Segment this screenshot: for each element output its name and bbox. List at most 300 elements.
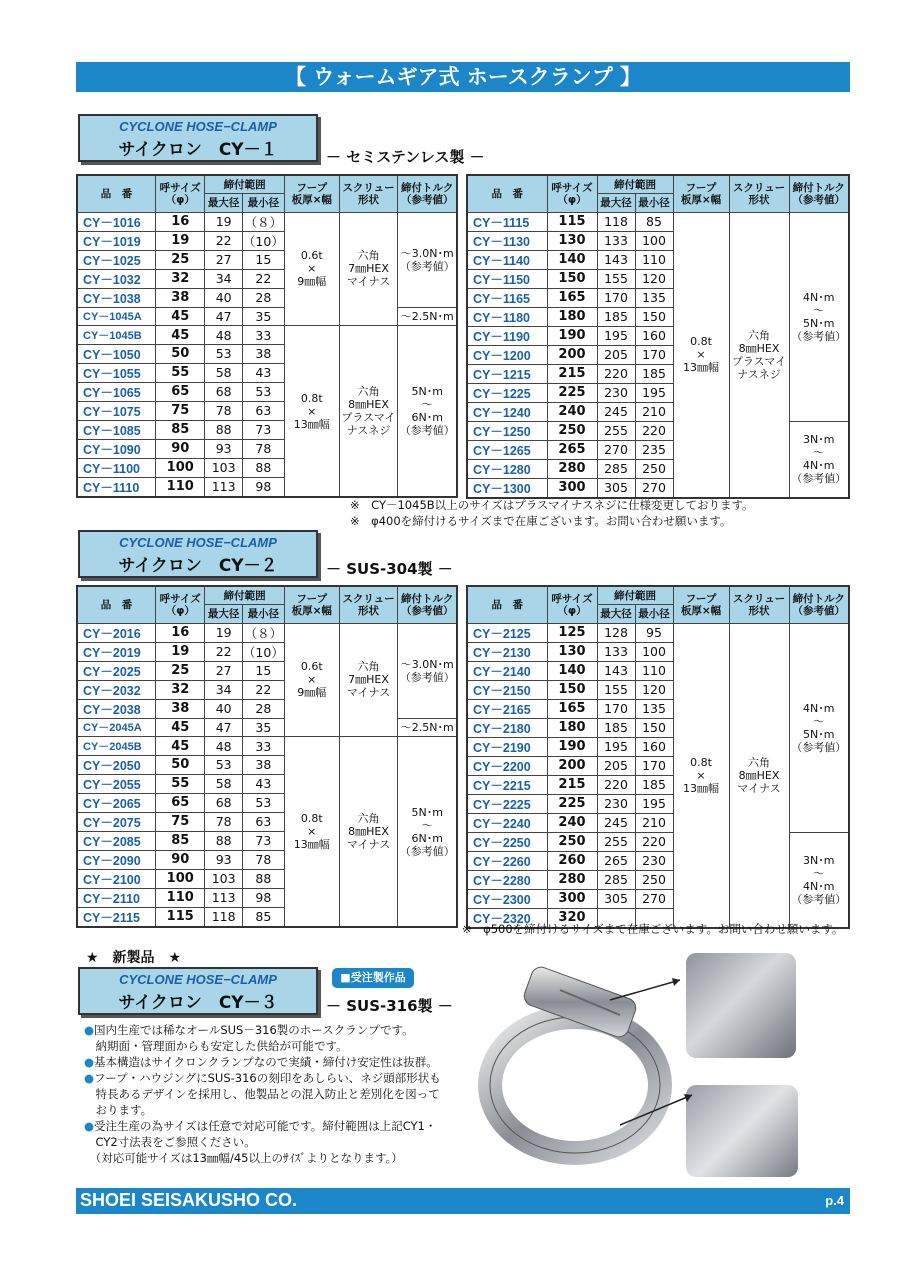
header-range: 締付範囲 xyxy=(205,586,284,605)
header-min: 最小径 xyxy=(242,605,284,624)
torque-spec: 4N･m ～ 5N･m （参考値） xyxy=(789,623,849,832)
max-diameter: 170 xyxy=(597,288,635,307)
hoop-spec: 0.8t × 13㎜幅 xyxy=(284,737,339,927)
product-code: CY－1200 xyxy=(467,345,547,364)
product-code: CY－1045A xyxy=(77,307,156,326)
new-product-heading: ★ 新製品 ★ xyxy=(86,950,182,966)
product-code: CY－2100 xyxy=(77,869,156,888)
header-screw: スクリュー 形状 xyxy=(729,175,789,212)
nominal-size: 200 xyxy=(547,345,597,364)
torque-spec: 3N･m ～ 4N･m （参考値） xyxy=(789,832,849,928)
header-torque: 締付トルク （参考値） xyxy=(398,586,457,623)
product-code: CY－2045A xyxy=(77,718,156,737)
product-code: CY－1180 xyxy=(467,307,547,326)
max-diameter: 78 xyxy=(205,401,243,420)
product-code: CY－2215 xyxy=(467,775,547,794)
product-code: CY－2038 xyxy=(77,699,156,718)
nominal-size: 215 xyxy=(547,775,597,794)
nominal-size: 75 xyxy=(156,401,205,420)
min-diameter: 100 xyxy=(635,642,673,661)
nominal-size: 215 xyxy=(547,364,597,383)
nominal-size: 140 xyxy=(547,250,597,269)
min-diameter: 250 xyxy=(635,870,673,889)
header-code: 品 番 xyxy=(467,586,547,623)
nominal-size: 19 xyxy=(156,231,205,250)
header-max: 最大径 xyxy=(597,194,635,213)
max-diameter: 53 xyxy=(205,344,243,363)
product-code: CY－2045B xyxy=(77,737,156,756)
min-diameter: 33 xyxy=(242,737,284,756)
cy1-table-left xyxy=(76,174,458,498)
min-diameter: 15 xyxy=(242,250,284,269)
table-row xyxy=(77,307,457,326)
torque-spec: ～3.0N･m （参考値） xyxy=(398,623,457,718)
made-to-order-badge: ■受注製作品 xyxy=(332,968,414,988)
nominal-size: 85 xyxy=(156,420,205,439)
cy2-jp-title: サイクロン CY－２ xyxy=(118,556,278,576)
max-diameter: 118 xyxy=(205,907,243,927)
bullet-icon: ● xyxy=(84,1023,95,1037)
bullet-icon: ● xyxy=(84,1119,95,1133)
max-diameter: 48 xyxy=(205,737,243,756)
page-title: 【 ウォームギア式 ホースクランプ 】 xyxy=(76,62,850,92)
min-diameter: 150 xyxy=(635,718,673,737)
product-code: CY－1050 xyxy=(77,344,156,363)
header-screw: スクリュー 形状 xyxy=(729,586,789,623)
product-code: CY－1038 xyxy=(77,288,156,307)
product-code: CY－1150 xyxy=(467,269,547,288)
max-diameter: 305 xyxy=(597,889,635,908)
cy1-note-2: ※ φ400を締付けるサイズまで在庫ございます。お問い合わせ願います。 xyxy=(350,514,732,528)
min-diameter: 98 xyxy=(242,477,284,497)
feature-text: おります。 xyxy=(95,1103,153,1117)
product-code: CY－2032 xyxy=(77,680,156,699)
nominal-size: 16 xyxy=(156,623,205,642)
bullet-icon xyxy=(84,1151,96,1165)
nominal-size: 50 xyxy=(156,344,205,363)
min-diameter: 85 xyxy=(242,907,284,927)
nominal-size: 225 xyxy=(547,383,597,402)
header-max: 最大径 xyxy=(205,194,243,213)
product-code: CY－2260 xyxy=(467,851,547,870)
header-screw: スクリュー 形状 xyxy=(339,586,398,623)
header-min: 最小径 xyxy=(242,194,284,213)
product-code: CY－2165 xyxy=(467,699,547,718)
bullet-icon: ● xyxy=(84,1071,95,1085)
feature-text: CY2寸法表をご参照ください。 xyxy=(95,1135,256,1149)
min-diameter: 85 xyxy=(635,212,673,231)
nominal-size: 90 xyxy=(156,850,205,869)
min-diameter: 35 xyxy=(242,718,284,737)
max-diameter: 170 xyxy=(597,699,635,718)
screw-spec: 六角 7㎜HEX マイナス xyxy=(339,212,398,326)
header-code: 品 番 xyxy=(77,586,156,623)
product-code: CY－2280 xyxy=(467,870,547,889)
screw-spec: 六角 8㎜HEX プラスマイ ナスネジ xyxy=(729,212,789,498)
nominal-size: 125 xyxy=(547,623,597,642)
product-code: CY－2150 xyxy=(467,680,547,699)
header-max: 最大径 xyxy=(205,605,243,624)
nominal-size: 300 xyxy=(547,889,597,908)
nominal-size: 45 xyxy=(156,718,205,737)
product-code: CY－2019 xyxy=(77,642,156,661)
nominal-size: 100 xyxy=(156,458,205,477)
max-diameter: 113 xyxy=(205,477,243,497)
product-code: CY－1250 xyxy=(467,421,547,440)
max-diameter: 48 xyxy=(205,326,243,345)
bullet-icon: ● xyxy=(84,1055,95,1069)
max-diameter: 68 xyxy=(205,793,243,812)
feature-line xyxy=(84,1022,464,1038)
min-diameter: 210 xyxy=(635,813,673,832)
product-code: CY－1280 xyxy=(467,459,547,478)
feature-text: 納期面・管理面からも安定した供給が可能です。 xyxy=(95,1039,348,1053)
nominal-size: 25 xyxy=(156,661,205,680)
nominal-size: 300 xyxy=(547,478,597,498)
nominal-size: 19 xyxy=(156,642,205,661)
screw-spec: 六角 7㎜HEX マイナス xyxy=(339,623,398,737)
nominal-size: 180 xyxy=(547,718,597,737)
product-code: CY－1025 xyxy=(77,250,156,269)
min-diameter: 95 xyxy=(635,623,673,642)
cy1-jp-title: サイクロン CY－１ xyxy=(118,140,278,160)
product-code: CY－1065 xyxy=(77,382,156,401)
product-code: CY－2320 xyxy=(467,908,547,928)
min-diameter: 15 xyxy=(242,661,284,680)
min-diameter: 230 xyxy=(635,851,673,870)
min-diameter: 150 xyxy=(635,307,673,326)
cy1-title-box xyxy=(78,114,318,162)
max-diameter: 118 xyxy=(597,212,635,231)
product-code: CY－2125 xyxy=(467,623,547,642)
cy1-note-1: ※ CY－1045B以上のサイズはプラスマイナスネジに仕様変更しております。 xyxy=(350,498,754,512)
max-diameter: 255 xyxy=(597,832,635,851)
min-diameter: 195 xyxy=(635,794,673,813)
min-diameter: 170 xyxy=(635,345,673,364)
header-screw: スクリュー 形状 xyxy=(339,175,398,212)
nominal-size: 115 xyxy=(156,907,205,927)
header-size: 呼サイズ （φ） xyxy=(156,175,205,212)
product-code: CY－1110 xyxy=(77,477,156,497)
max-diameter: 19 xyxy=(205,623,243,642)
torque-spec: 3N･m ～ 4N･m （参考値） xyxy=(789,421,849,498)
product-code: CY－1090 xyxy=(77,439,156,458)
cy1-table-right xyxy=(466,174,850,499)
nominal-size: 110 xyxy=(156,477,205,497)
product-code: CY－2055 xyxy=(77,774,156,793)
nominal-size: 115 xyxy=(547,212,597,231)
max-diameter: 93 xyxy=(205,850,243,869)
nominal-size: 190 xyxy=(547,737,597,756)
max-diameter: 143 xyxy=(597,250,635,269)
header-range: 締付範囲 xyxy=(597,586,673,605)
nominal-size: 130 xyxy=(547,231,597,250)
min-diameter: 235 xyxy=(635,440,673,459)
hoop-spec: 0.8t × 13㎜幅 xyxy=(673,623,729,928)
table-row xyxy=(77,326,457,345)
header-size: 呼サイズ （φ） xyxy=(156,586,205,623)
max-diameter: 27 xyxy=(205,661,243,680)
max-diameter: 133 xyxy=(597,231,635,250)
bullet-icon xyxy=(84,1103,96,1117)
min-diameter: 110 xyxy=(635,250,673,269)
header-code: 品 番 xyxy=(467,175,547,212)
max-diameter: 34 xyxy=(205,680,243,699)
header-code: 品 番 xyxy=(77,175,156,212)
min-diameter: 38 xyxy=(242,755,284,774)
nominal-size: 130 xyxy=(547,642,597,661)
nominal-size: 180 xyxy=(547,307,597,326)
nominal-size: 85 xyxy=(156,831,205,850)
max-diameter: 195 xyxy=(597,737,635,756)
hoop-spec: 0.6t × 9㎜幅 xyxy=(284,212,339,326)
max-diameter: 255 xyxy=(597,421,635,440)
cy3-material: － SUS-316製 － xyxy=(326,997,453,1015)
max-diameter: 22 xyxy=(205,642,243,661)
min-diameter: 185 xyxy=(635,775,673,794)
max-diameter: 305 xyxy=(597,478,635,498)
cy3-feature-list xyxy=(84,1022,464,1166)
max-diameter: 40 xyxy=(205,288,243,307)
max-diameter: 155 xyxy=(597,680,635,699)
product-code: CY－1130 xyxy=(467,231,547,250)
torque-spec: 4N･m ～ 5N･m （参考値） xyxy=(789,212,849,421)
product-code: CY－2200 xyxy=(467,756,547,775)
min-diameter: 78 xyxy=(242,850,284,869)
product-code: CY－2016 xyxy=(77,623,156,642)
nominal-size: 140 xyxy=(547,661,597,680)
feature-text: 基本構造はサイクロンクランプなので実績・締付け安定性は抜群。 xyxy=(94,1055,438,1069)
max-diameter: 220 xyxy=(597,775,635,794)
product-code: CY－1075 xyxy=(77,401,156,420)
min-diameter: 270 xyxy=(635,478,673,498)
product-code: CY－2140 xyxy=(467,661,547,680)
min-diameter: 63 xyxy=(242,401,284,420)
min-diameter: （８） xyxy=(242,212,284,231)
cy2-material: － SUS-304製 － xyxy=(326,560,453,578)
hoop-spec: 0.8t × 13㎜幅 xyxy=(284,326,339,497)
min-diameter: 120 xyxy=(635,680,673,699)
feature-text: 受注生産の為サイズは任意で対応可能です。締付範囲は上記CY1・ xyxy=(94,1119,437,1133)
nominal-size: 25 xyxy=(156,250,205,269)
nominal-size: 32 xyxy=(156,269,205,288)
product-code: CY－1016 xyxy=(77,212,156,231)
min-diameter: 43 xyxy=(242,363,284,382)
torque-spec: 5N･m ～ 6N･m （参考値） xyxy=(398,737,457,927)
hoop-spec: 0.8t × 13㎜幅 xyxy=(673,212,729,498)
max-diameter: 53 xyxy=(205,755,243,774)
header-hoop: フープ 板厚×幅 xyxy=(673,175,729,212)
max-diameter: 27 xyxy=(205,250,243,269)
min-diameter: 210 xyxy=(635,402,673,421)
screw-spec: 六角 8㎜HEX マイナス xyxy=(729,623,789,928)
product-code: CY－2180 xyxy=(467,718,547,737)
min-diameter: 220 xyxy=(635,832,673,851)
max-diameter: 133 xyxy=(597,642,635,661)
product-code: CY－1019 xyxy=(77,231,156,250)
min-diameter: 250 xyxy=(635,459,673,478)
max-diameter: 58 xyxy=(205,363,243,382)
nominal-size: 65 xyxy=(156,793,205,812)
product-code: CY－2075 xyxy=(77,812,156,831)
product-code: CY－1055 xyxy=(77,363,156,382)
min-diameter: 38 xyxy=(242,344,284,363)
cy2-title-box xyxy=(78,530,318,578)
min-diameter: 22 xyxy=(242,680,284,699)
feature-text: 国内生産では稀なオールSUS－316製のホースクランプです。 xyxy=(94,1023,414,1037)
table-row xyxy=(467,623,849,642)
header-hoop: フープ 板厚×幅 xyxy=(673,586,729,623)
min-diameter: 88 xyxy=(242,458,284,477)
nominal-size: 280 xyxy=(547,870,597,889)
torque-spec: ～3.0N･m （参考値） xyxy=(398,212,457,307)
cy2-note-1: ※ φ500を締付けるサイズまで在庫ございます。お問い合わせ願います。 xyxy=(462,922,844,936)
max-diameter: 128 xyxy=(597,623,635,642)
feature-line xyxy=(84,1054,464,1070)
product-code: CY－2225 xyxy=(467,794,547,813)
feature-line xyxy=(84,1086,464,1102)
nominal-size: 45 xyxy=(156,307,205,326)
product-code: CY－2115 xyxy=(77,907,156,927)
min-diameter: 22 xyxy=(242,269,284,288)
max-diameter: 93 xyxy=(205,439,243,458)
nominal-size: 45 xyxy=(156,326,205,345)
screw-spec: 六角 8㎜HEX マイナス xyxy=(339,737,398,927)
product-code: CY－1225 xyxy=(467,383,547,402)
min-diameter: 35 xyxy=(242,307,284,326)
header-max: 最大径 xyxy=(597,605,635,624)
product-code: CY－2240 xyxy=(467,813,547,832)
header-hoop: フープ 板厚×幅 xyxy=(284,586,339,623)
max-diameter: 47 xyxy=(205,718,243,737)
hoop-spec: 0.6t × 9㎜幅 xyxy=(284,623,339,737)
min-diameter: （10） xyxy=(242,642,284,661)
product-code: CY－2065 xyxy=(77,793,156,812)
min-diameter: （10） xyxy=(242,231,284,250)
max-diameter: 220 xyxy=(597,364,635,383)
nominal-size: 65 xyxy=(156,382,205,401)
max-diameter: 113 xyxy=(205,888,243,907)
product-code: CY－2190 xyxy=(467,737,547,756)
max-diameter: 230 xyxy=(597,794,635,813)
max-diameter: 47 xyxy=(205,307,243,326)
footer-bar xyxy=(76,1188,850,1214)
max-diameter: 103 xyxy=(205,458,243,477)
nominal-size: 165 xyxy=(547,699,597,718)
nominal-size: 50 xyxy=(156,755,205,774)
max-diameter: 40 xyxy=(205,699,243,718)
table-row xyxy=(77,212,457,231)
nominal-size: 90 xyxy=(156,439,205,458)
min-diameter: 220 xyxy=(635,421,673,440)
min-diameter: 120 xyxy=(635,269,673,288)
min-diameter: 135 xyxy=(635,288,673,307)
nominal-size: 165 xyxy=(547,288,597,307)
product-code: CY－2130 xyxy=(467,642,547,661)
max-diameter: 285 xyxy=(597,870,635,889)
max-diameter: 34 xyxy=(205,269,243,288)
nominal-size: 190 xyxy=(547,326,597,345)
nominal-size: 110 xyxy=(156,888,205,907)
table-row xyxy=(77,623,457,642)
min-diameter: 28 xyxy=(242,699,284,718)
torque-spec: ～2.5N･m xyxy=(398,718,457,737)
max-diameter: 185 xyxy=(597,307,635,326)
nominal-size: 55 xyxy=(156,774,205,793)
feature-text: フープ・ハウジングにSUS-316の刻印をあしらい、ネジ頭部形状も xyxy=(94,1071,441,1085)
cy3-title-box xyxy=(78,967,318,1015)
bullet-icon xyxy=(84,1039,96,1053)
feature-line xyxy=(84,1038,464,1054)
min-diameter: 43 xyxy=(242,774,284,793)
max-diameter: 68 xyxy=(205,382,243,401)
min-diameter: 195 xyxy=(635,383,673,402)
cy1-material: － セミステンレス製 － xyxy=(326,148,485,166)
max-diameter: 78 xyxy=(205,812,243,831)
cy2-table-left xyxy=(76,585,458,928)
min-diameter: 73 xyxy=(242,420,284,439)
product-code: CY－2250 xyxy=(467,832,547,851)
header-min: 最小径 xyxy=(635,194,673,213)
nominal-size: 150 xyxy=(547,269,597,288)
product-code: CY－1085 xyxy=(77,420,156,439)
feature-line xyxy=(84,1118,464,1134)
product-code: CY－1140 xyxy=(467,250,547,269)
max-diameter: 285 xyxy=(597,459,635,478)
max-diameter: 143 xyxy=(597,661,635,680)
min-diameter: 160 xyxy=(635,737,673,756)
nominal-size: 240 xyxy=(547,813,597,832)
product-code: CY－2025 xyxy=(77,661,156,680)
bullet-icon xyxy=(84,1135,96,1149)
max-diameter: 265 xyxy=(597,851,635,870)
min-diameter: 88 xyxy=(242,869,284,888)
product-code: CY－1215 xyxy=(467,364,547,383)
min-diameter: 53 xyxy=(242,382,284,401)
product-code: CY－1100 xyxy=(77,458,156,477)
torque-spec: 5N･m ～ 6N･m （参考値） xyxy=(398,326,457,497)
nominal-size: 75 xyxy=(156,812,205,831)
max-diameter: 103 xyxy=(205,869,243,888)
nominal-size: 250 xyxy=(547,832,597,851)
min-diameter: 170 xyxy=(635,756,673,775)
product-code: CY－1240 xyxy=(467,402,547,421)
product-code: CY－1265 xyxy=(467,440,547,459)
feature-line xyxy=(84,1134,464,1150)
min-diameter: 100 xyxy=(635,231,673,250)
max-diameter: 245 xyxy=(597,402,635,421)
header-torque: 締付トルク （参考値） xyxy=(789,175,849,212)
table-row xyxy=(467,832,849,851)
min-diameter: 160 xyxy=(635,326,673,345)
max-diameter: 205 xyxy=(597,345,635,364)
cy3-en-title: CYCLONE HOSE−CLAMP xyxy=(119,972,277,987)
product-code: CY－2050 xyxy=(77,755,156,774)
min-diameter: 270 xyxy=(635,889,673,908)
nominal-size: 240 xyxy=(547,402,597,421)
max-diameter: 88 xyxy=(205,831,243,850)
nominal-size: 150 xyxy=(547,680,597,699)
nominal-size: 32 xyxy=(156,680,205,699)
min-diameter: 98 xyxy=(242,888,284,907)
product-code: CY－2110 xyxy=(77,888,156,907)
min-diameter: 185 xyxy=(635,364,673,383)
table-row xyxy=(77,737,457,756)
max-diameter: 205 xyxy=(597,756,635,775)
header-size: 呼サイズ （φ） xyxy=(547,175,597,212)
min-diameter: 110 xyxy=(635,661,673,680)
company-name: SHOEI SEISAKUSHO CO. xyxy=(80,1190,298,1210)
